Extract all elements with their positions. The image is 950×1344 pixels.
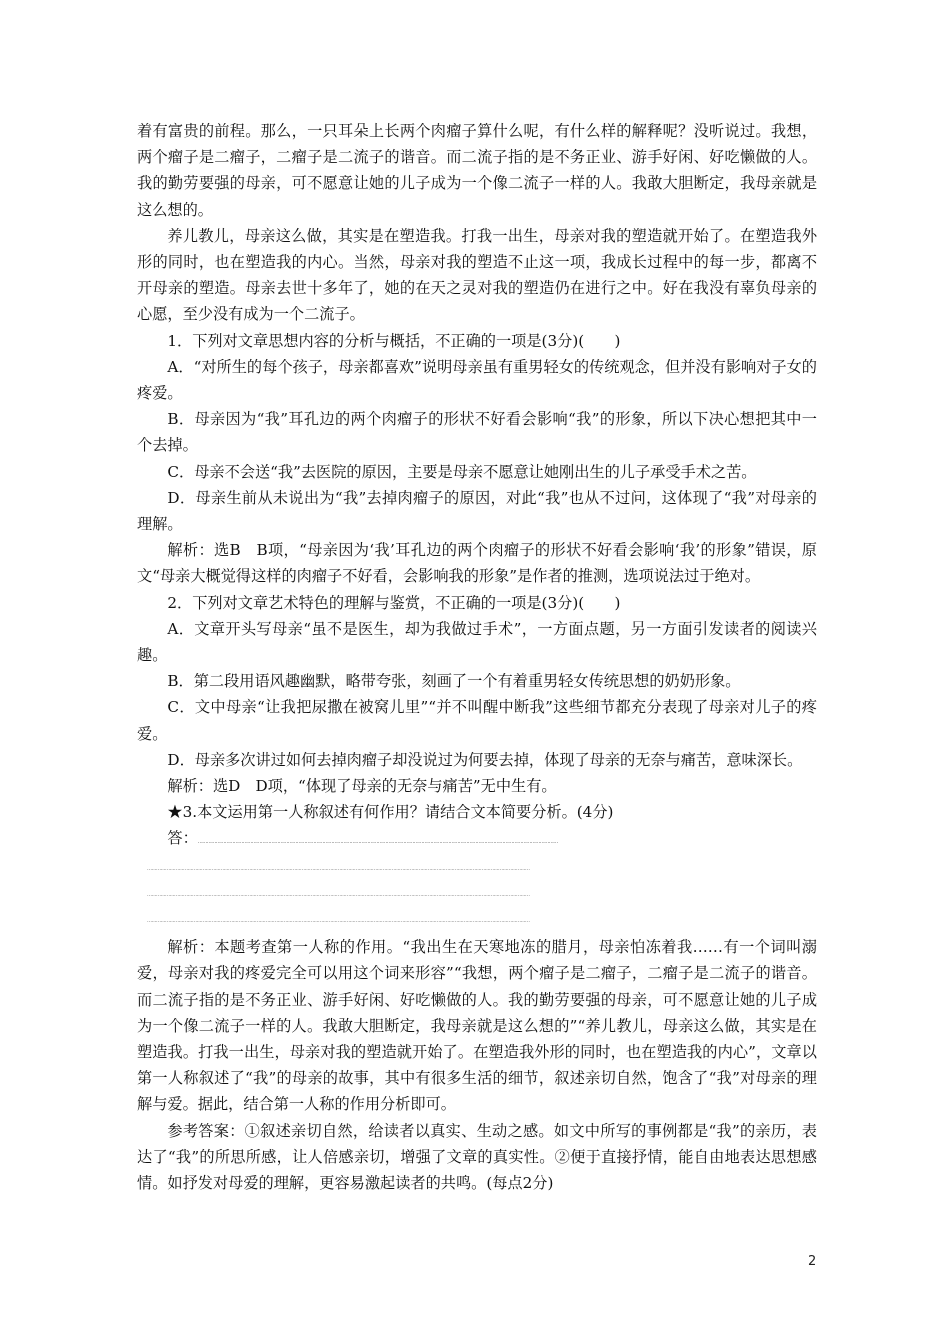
answer-line	[137, 825, 817, 855]
document-body	[137, 118, 817, 1196]
paragraph-continued: 着有富贵的前程。那么，一只耳朵上长两个肉瘤子算什么呢，有什么样的解释呢？没听说过。我想，两个瘤子是二瘤子，二瘤子是二流子的谐音。而二流子指的是不务正业、游手好闲、好吃懒做的人。我的勤劳要强的母亲，可不愿意让她的儿子成为一个像二流子一样的人。我敢大胆断定，我母亲就是这么想的。	[137, 122, 817, 219]
answer-blank-4: …………………………………………………………………………………………………………………………………………………………………………………………………………………………………	[147, 918, 530, 925]
question-1-option-d: D．母亲生前从未说出为“我”去掉肉瘤子的原因，对此“我”也从不过问，这体现了“我”对母亲的理解。	[137, 488, 817, 534]
question-2-option-d: D．母亲多次讲过如何去掉肉瘤子却没说过为何要去掉，体现了母亲的无奈与痛苦，意味深长。	[167, 750, 803, 769]
question-3-reference-answer: 参考答案：①叙述亲切自然，给读者以真实、生动之感。如文中所写的事例都是“我”的亲历，表达了“我”的所思所感，让人倍感亲切，增强了文章的真实性。②便于直接抒情，能自由地表达思想感情。如抒发对母爱的理解，更容易激起读者的共鸣。(每点2分)	[137, 1121, 817, 1193]
question-1-stem: 1．下列对文章思想内容的分析与概括，不正确的一项是(3分)( )	[167, 331, 621, 350]
page-number: 2	[808, 1254, 817, 1269]
question-1-analysis: 解析：选B B项，“母亲因为‘我’耳孔边的两个肉瘤子的形状不好看会影响‘我’的形象”错误，原文“母亲大概觉得这样的肉瘤子不好看，会影响我的形象”是作者的推测，选项说法过于绝对。	[137, 541, 817, 586]
question-2-stem: 2．下列对文章艺术特色的理解与鉴赏，不正确的一项是(3分)( )	[167, 593, 621, 612]
question-2-option-c: C．文中母亲“让我把尿撒在被窝儿里”“并不叫醒中断我”这些细节都充分表现了母亲对儿子的疼爱。	[137, 698, 817, 743]
answer-label: 答：	[167, 829, 198, 848]
question-1-option-a: A．“对所生的每个孩子，母亲都喜欢”说明母亲虽有重男轻女的传统观念，但并没有影响对子女的疼爱。	[137, 357, 817, 403]
question-2-option-b: B．第二段用语风趣幽默，略带夸张，刻画了一个有着重男轻女传统思想的奶奶形象。	[167, 672, 741, 691]
answer-blank-2: …………………………………………………………………………………………………………………………………………………………………………………………………………………………………	[147, 865, 530, 872]
answer-blank-1: ……………………………………………………………………………………………………………………………………………………………………………………………………………………	[197, 839, 558, 846]
answer-blank-3: …………………………………………………………………………………………………………………………………………………………………………………………………………………………………	[147, 891, 530, 898]
question-3-stem: ★3.本文运用第一人称叙述有何作用？请结合文本简要分析。(4分)	[167, 803, 614, 822]
paragraph-upbringing: 养儿教儿，母亲这么做，其实是在塑造我。打我一出生，母亲对我的塑造就开始了。在塑造我外形的同时，也在塑造我的内心。当然，母亲对我的塑造不止这一项，我成长过程中的每一步，都离不开母亲的塑造。母亲去世十多年了，她的在天之灵对我的塑造仍在进行之中。好在我没有辜负母亲的心愿，至少没有成为一个二流子。	[137, 226, 817, 324]
question-2-analysis: 解析：选D D项，“体现了母亲的无奈与痛苦”无中生有。	[167, 777, 557, 796]
question-2-option-a: A．文章开头写母亲“虽不是医生，却为我做过手术”，一方面点题，另一方面引发读者的阅读兴趣。	[137, 619, 817, 665]
question-1-option-c: C．母亲不会送“我”去医院的原因，主要是母亲不愿意让她刚出生的儿子承受手术之苦。	[167, 462, 757, 481]
question-1-option-b: B．母亲因为“我”耳孔边的两个肉瘤子的形状不好看会影响“我”的形象，所以下决心想把其中一个去掉。	[137, 410, 817, 455]
question-3-analysis: 解析：本题考查第一人称的作用。“我出生在天寒地冻的腊月，母亲怕冻着我……有一个词叫溺爱，母亲对我的疼爱完全可以用这个词来形容”“我想，两个瘤子是二瘤子，二瘤子是二流子的谐音。而二流子指的是不务正业、游手好闲、好吃懒做的人。我的勤劳要强的母亲，可不愿意让她的儿子成为一个像二流子一样的人。我敢大胆断定，我母亲就是这么想的”“养儿教儿，母亲这么做，其实是在塑造我。打我一出生，母亲对我的塑造就开始了。在塑造我外形的同时，也在塑造我的内心”，文章以第一人称叙述了“我”的母亲的故事，其中有很多生活的细节，叙述亲切自然，饱含了“我”对母亲的理解与爱。据此，结合第一人称的作用分析即可。	[137, 938, 817, 1114]
